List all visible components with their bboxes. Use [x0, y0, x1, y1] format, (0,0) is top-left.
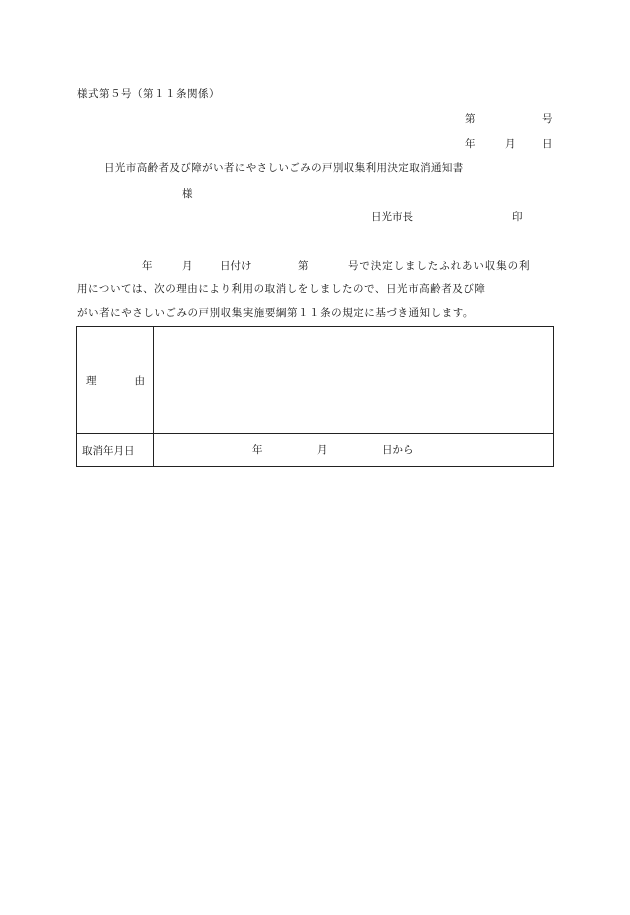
body-decision-day: 日付け	[220, 260, 252, 272]
reason-label-ri: 理	[86, 374, 97, 387]
body-decision-year: 年	[142, 260, 153, 272]
cancel-date-month: 月	[317, 444, 328, 456]
body-line1-text: 号で決定しましたふれあい収集の利	[348, 260, 531, 272]
addressee-suffix: 様	[182, 188, 193, 200]
notice-table	[76, 326, 554, 467]
cancel-date-label-cell	[77, 434, 154, 467]
cancel-date-day-from: 日から	[382, 444, 414, 456]
body-line-3	[77, 306, 555, 320]
body-line-3-text: がい者にやさしいごみの戸別収集実施要綱第１１条の規定に基づき通知します。	[77, 307, 474, 319]
document-title: 日光市高齢者及び障がい者にやさしいごみの戸別収集利用決定取消通知書	[104, 162, 464, 174]
reason-label-yu: 由	[134, 374, 145, 387]
issue-date-year: 年	[465, 138, 476, 150]
body-line-2-text: 用については、次の理由により利用の取消しをしましたので、日光市高齢者及び障	[77, 283, 486, 295]
body-line-2	[77, 282, 555, 296]
reason-row	[77, 327, 554, 434]
cancel-date-label: 取消年月日	[82, 444, 135, 457]
body-decision-month: 月	[182, 260, 193, 272]
issue-date-day: 日	[542, 138, 553, 150]
body-decision-number-prefix: 第	[298, 260, 309, 272]
cancel-date-value-cell[interactable]	[154, 434, 554, 467]
issue-number-suffix: 号	[542, 113, 553, 125]
seal-mark: 印	[512, 211, 523, 223]
issue-date-month: 月	[505, 138, 516, 150]
form-number: 様式第５号（第１１条関係）	[77, 88, 220, 100]
issue-number-prefix: 第	[465, 113, 476, 125]
issuer-name: 日光市長	[371, 211, 413, 223]
reason-label-cell	[77, 327, 154, 434]
cancel-date-year: 年	[252, 444, 263, 456]
cancel-date-row	[77, 434, 554, 467]
reason-value-cell[interactable]	[154, 327, 554, 434]
